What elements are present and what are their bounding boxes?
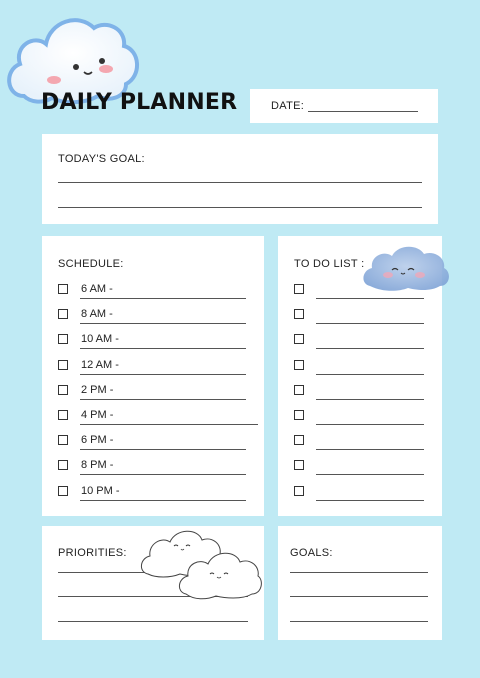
todo-entry-line[interactable]: [316, 500, 424, 501]
schedule-time-label: 8 AM -: [81, 308, 113, 321]
todo-label: TO DO LIST :: [294, 258, 365, 270]
schedule-entry-line[interactable]: [80, 298, 246, 299]
todo-checkbox[interactable]: [294, 385, 304, 395]
todays-goal-card: [42, 134, 438, 224]
schedule-time-label: 6 AM -: [81, 283, 113, 295]
schedule-label: SCHEDULE:: [58, 258, 124, 270]
schedule-checkbox[interactable]: [58, 410, 68, 420]
todo-entry-line[interactable]: [316, 374, 424, 375]
schedule-entry-line[interactable]: [80, 449, 246, 450]
schedule-entry-line[interactable]: [80, 474, 246, 475]
schedule-time-label: 4 PM -: [81, 409, 114, 421]
goal-line[interactable]: [58, 207, 422, 208]
schedule-entry-line[interactable]: [80, 323, 246, 324]
schedule-checkbox[interactable]: [58, 460, 68, 470]
todo-checkbox[interactable]: [294, 309, 304, 319]
page-title: DAILY PLANNER: [41, 90, 238, 115]
goal-entry-line[interactable]: [290, 596, 428, 597]
schedule-checkbox[interactable]: [58, 360, 68, 370]
todo-entry-line[interactable]: [316, 399, 424, 400]
schedule-entry-line[interactable]: [80, 348, 246, 349]
todays-goal-label: TODAY'S GOAL:: [58, 153, 145, 165]
goal-entry-line[interactable]: [290, 572, 428, 573]
todo-entry-line[interactable]: [316, 348, 424, 349]
schedule-checkbox[interactable]: [58, 435, 68, 445]
todo-entry-line[interactable]: [316, 449, 424, 450]
todo-entry-line[interactable]: [316, 474, 424, 475]
priority-line[interactable]: [58, 621, 248, 622]
todo-checkbox[interactable]: [294, 435, 304, 445]
date-card: [250, 89, 438, 123]
todo-entry-line[interactable]: [316, 424, 424, 425]
schedule-time-label: 12 AM -: [81, 358, 119, 371]
todo-checkbox[interactable]: [294, 486, 304, 496]
priorities-label: PRIORITIES:: [58, 547, 127, 559]
schedule-checkbox[interactable]: [58, 284, 68, 294]
schedule-entry-line[interactable]: [80, 500, 246, 501]
fluffy-cloud-icon: [360, 240, 452, 294]
schedule-checkbox[interactable]: [58, 309, 68, 319]
goal-entry-line[interactable]: [290, 621, 428, 622]
schedule-card: [42, 236, 264, 516]
schedule-time-label: 8 PM -: [81, 459, 114, 472]
schedule-checkbox[interactable]: [58, 385, 68, 395]
schedule-checkbox[interactable]: [58, 486, 68, 496]
date-label: DATE:: [271, 100, 305, 112]
schedule-time-label: 2 PM -: [81, 383, 114, 396]
schedule-time-label: 10 PM -: [81, 484, 120, 497]
schedule-entry-line[interactable]: [80, 399, 246, 400]
todo-checkbox[interactable]: [294, 460, 304, 470]
schedule-entry-line[interactable]: [80, 424, 258, 425]
goal-line[interactable]: [58, 182, 422, 183]
schedule-time-label: 6 PM -: [81, 434, 114, 447]
todo-entry-line[interactable]: [316, 323, 424, 324]
twin-cloud-icon: [138, 522, 262, 602]
schedule-time-label: 10 AM -: [81, 333, 119, 346]
goals-card: [278, 526, 442, 640]
todo-checkbox[interactable]: [294, 360, 304, 370]
schedule-entry-line[interactable]: [80, 374, 246, 375]
todo-checkbox[interactable]: [294, 410, 304, 420]
goals-label: GOALS:: [290, 547, 333, 559]
todo-entry-line[interactable]: [316, 298, 424, 299]
todo-checkbox[interactable]: [294, 284, 304, 294]
date-input-line[interactable]: [308, 111, 418, 112]
schedule-checkbox[interactable]: [58, 334, 68, 344]
todo-checkbox[interactable]: [294, 334, 304, 344]
